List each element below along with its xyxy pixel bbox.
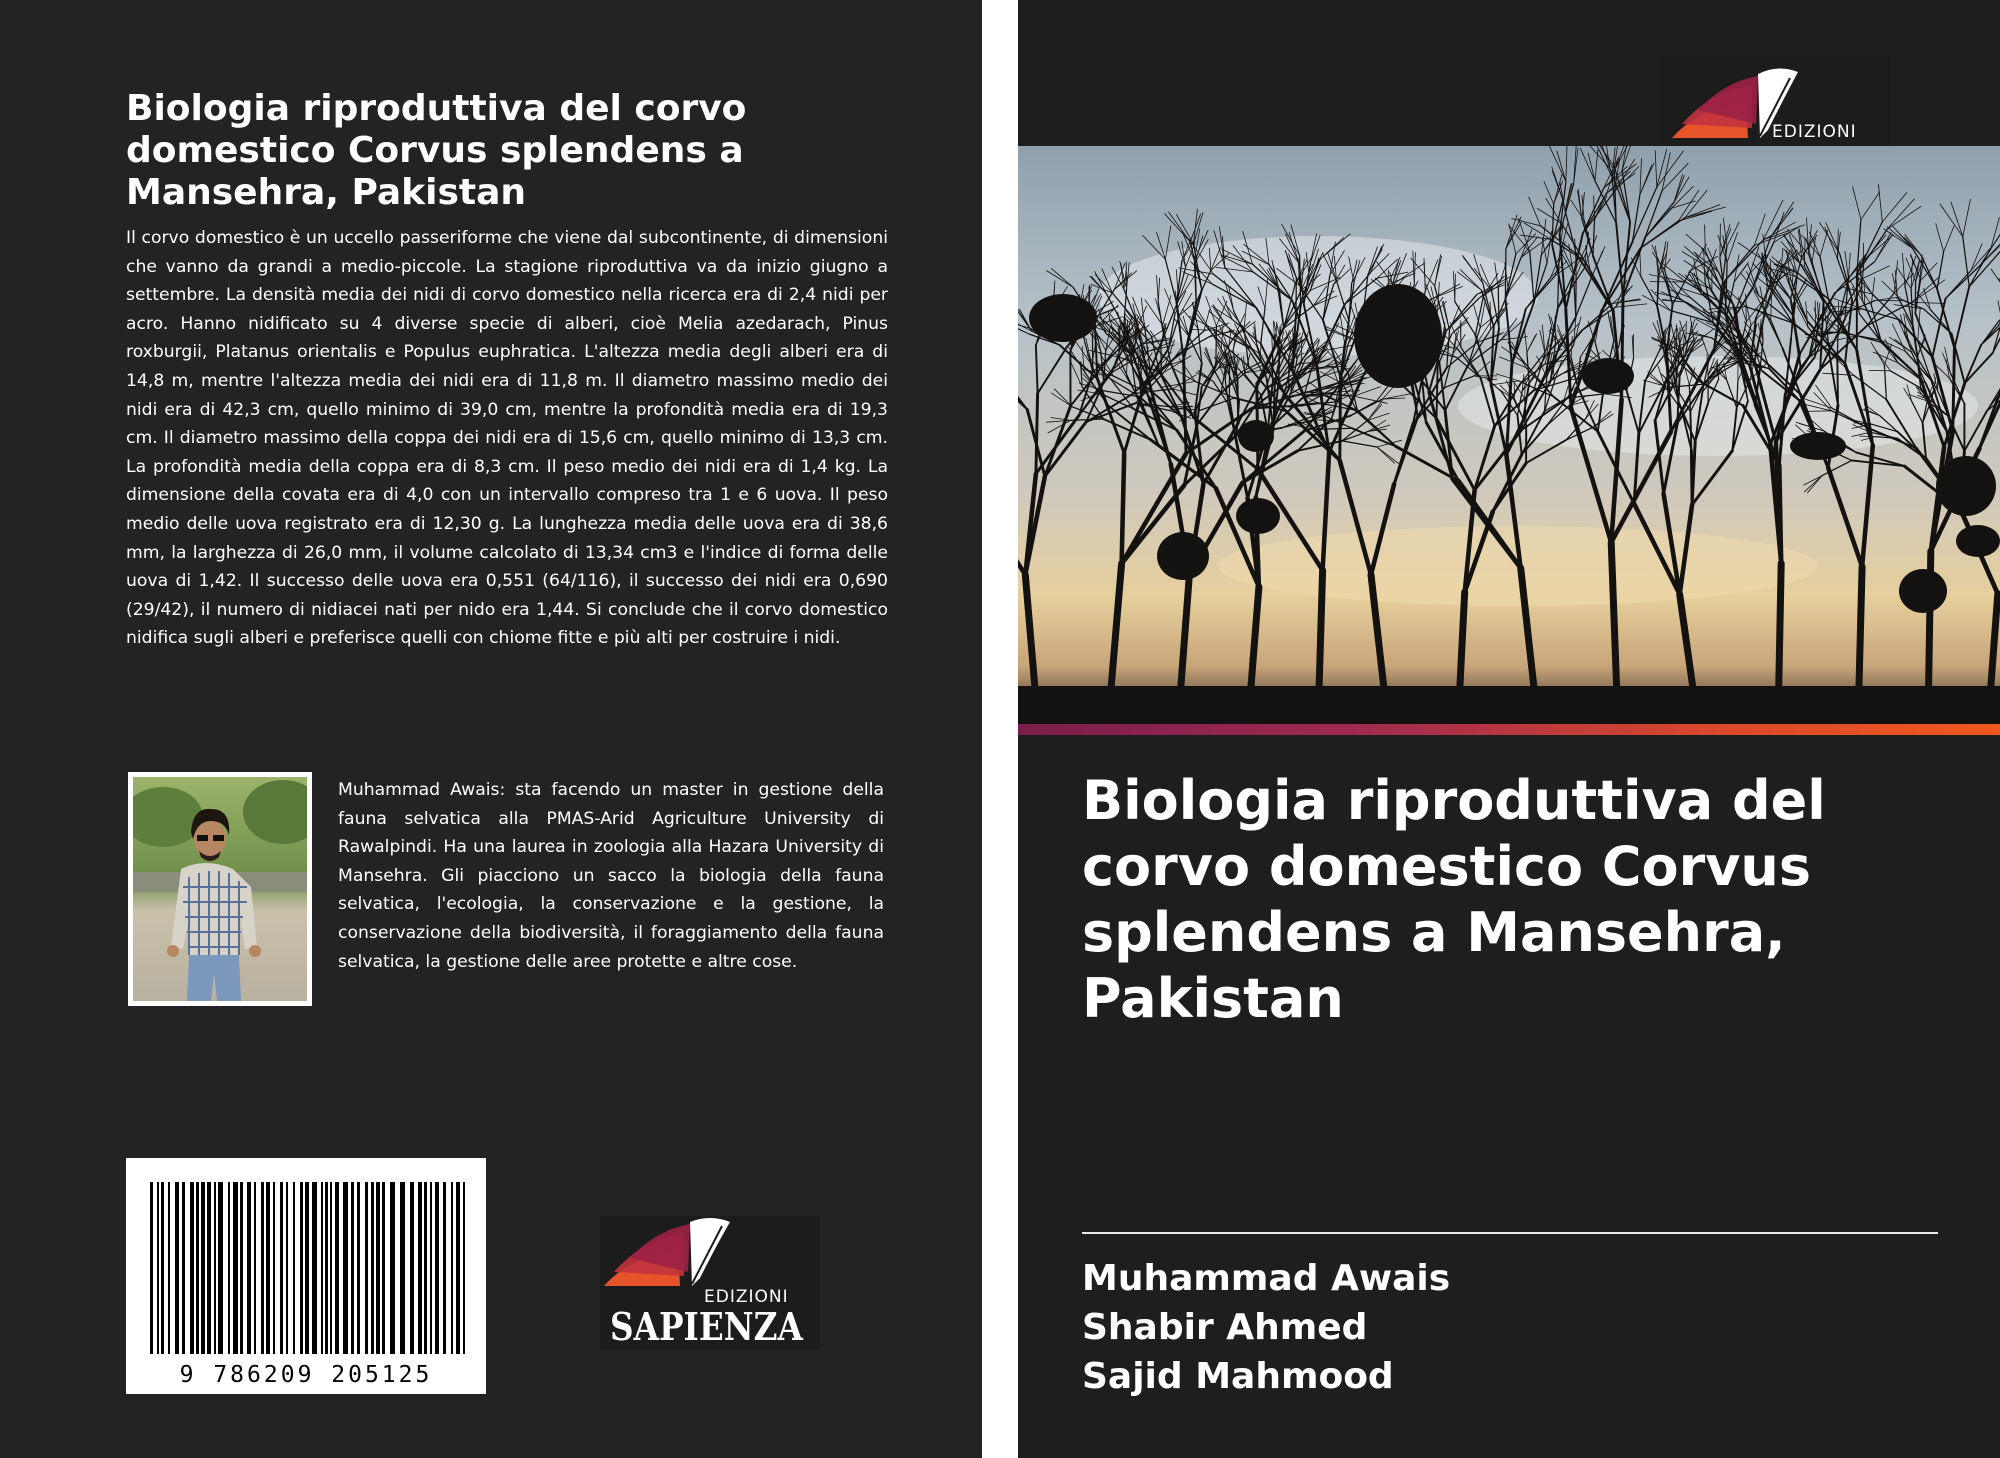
author-list	[1082, 1254, 1450, 1401]
author-portrait-image	[133, 777, 307, 1001]
author-name: Shabir Ahmed	[1082, 1307, 1368, 1348]
author-bio: Muhammad Awais: sta facendo un master in gestione della fauna selvatica alla PMAS-Arid Agriculture University di Rawalpindi. Ha una laurea in zoologia alla Hazara University di Mansehra. Gli piacciono un sacco la biologia della fauna selvatica, l'ecologia, la conservazione e la gestione, la conservazione della biodiversità, il foraggiamento della fauna selvatica, la gestione delle aree protette e altre cose.	[338, 780, 884, 972]
author-name: Sajid Mahmood	[1082, 1356, 1394, 1397]
isbn-number: 9 786209 205125	[179, 1362, 433, 1388]
tree-silhouette-image	[1018, 146, 2000, 724]
publisher-edizioni: EDIZIONI	[1772, 122, 1857, 142]
back-cover-abstract: Il corvo domestico è un uccello passeriforme che viene dal subcontinente, di dimensioni che vanno da grandi a medio-piccole. La stagione riproduttiva va da inizio giugno a settembre. La densità media dei nidi di corvo domestico nella ricerca era di 2,4 nidi per acro. Hanno nidificato su 4 diverse specie di alberi, cioè Melia azedarach, Pinus roxburgii, Platanus orientalis e Populus euphratica. L'altezza media degli alberi era di 14,8 m, mentre l'altezza media dei nidi era di 11,8 m. Il diametro massimo medio dei nidi era di 42,3 cm, quello minimo di 39,0 cm, mentre la profondità media era di 19,3 cm. Il diametro massimo della coppa dei nidi era di 15,6 cm, quello minimo di 13,3 cm. La profondità media della coppa era di 8,3 cm. Il peso medio dei nidi era di 1,4 kg. La dimensione della covata era di 4,0 con un intervallo compreso tra 1 e 6 uova. Il peso medio delle uova registrato era di 12,30 g. La lunghezza media delle uova era di 38,6 mm, la larghezza di 26,0 mm, il volume calcolato di 13,34 cm3 e l'indice di forma delle uova di 1,42. Il successo delle uova era 0,551 (64/116), il successo dei nidi era 0,690 (29/42), il numero di nidiacei nati per nido era 1,44. Si conclude che il corvo domestico nidifica sugli alberi e preferisce quelli con chiome fitte e più alti per costruire i nidi.	[126, 228, 888, 649]
spine	[982, 0, 1018, 1458]
cover-accent-stripe	[1018, 724, 2000, 735]
cover-photo-trees-nests	[1018, 146, 2000, 724]
publisher-edizioni: EDIZIONI	[704, 1287, 789, 1307]
isbn-barcode	[126, 1158, 486, 1394]
title-divider	[1082, 1232, 1938, 1234]
back-cover-title: Biologia riproduttiva del corvo domestico Corvus splendens a Mansehra, Pakistan	[126, 88, 747, 213]
back-publisher-logo	[600, 1216, 820, 1350]
author-photo	[128, 772, 312, 1006]
barcode-bars	[126, 1158, 486, 1394]
author-name: Muhammad Awais	[1082, 1258, 1451, 1299]
publisher-name: SAPIENZA	[610, 1304, 803, 1349]
front-cover-title: Biologia riproduttiva del corvo domestico Corvus splendens a Mansehra, Pakistan	[1082, 769, 1826, 1030]
